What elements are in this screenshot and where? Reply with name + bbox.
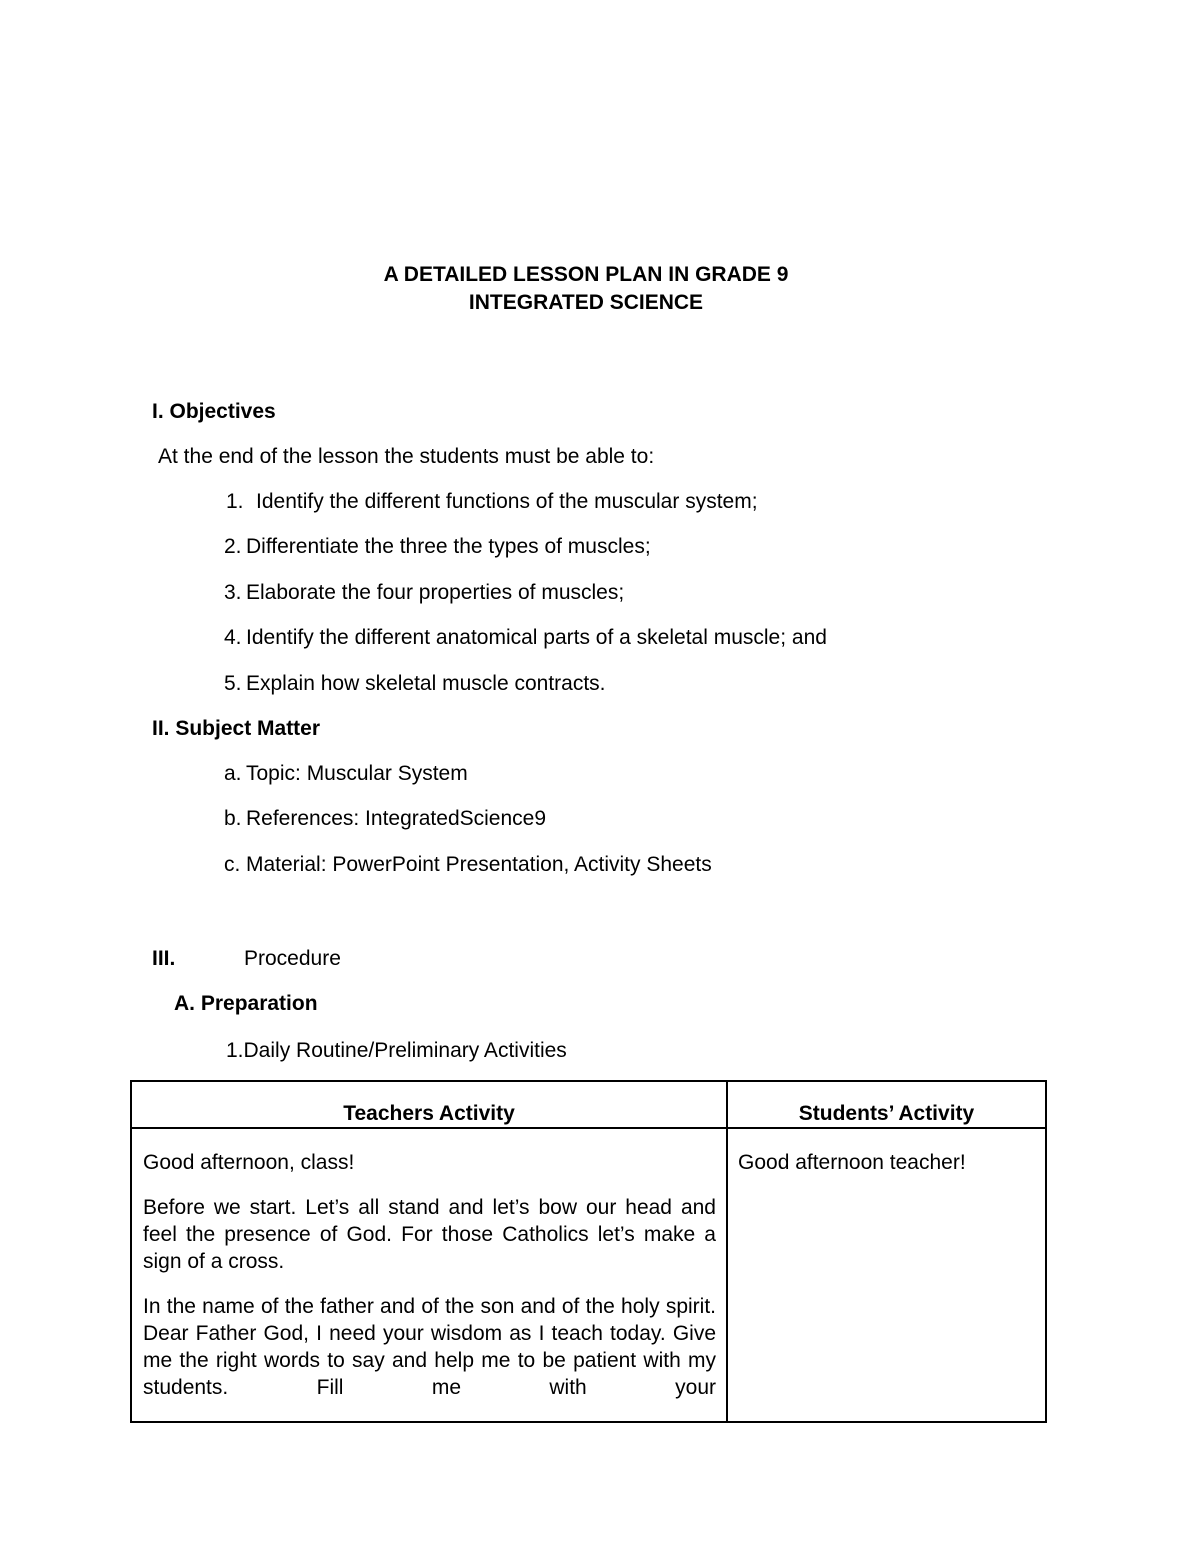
subject-matter-letter: c.: [224, 853, 241, 876]
objective-text: Elaborate the four properties of muscles;: [246, 581, 625, 604]
teachers-activity-header: Teachers Activity: [131, 1081, 727, 1128]
subject-matter-text: References: IntegratedScience9: [246, 807, 547, 830]
objective-item: [224, 535, 651, 559]
student-paragraph: Good afternoon teacher!: [738, 1151, 966, 1174]
objective-text: Identify the different functions of the muscular system;: [256, 490, 758, 513]
students-activity-header: Students’ Activity: [727, 1081, 1046, 1128]
subject-matter-letter: a.: [224, 762, 242, 785]
student-activity-cell: [727, 1128, 1046, 1422]
daily-routine-step: 1.Daily Routine/Preliminary Activities: [226, 1039, 567, 1062]
document-title: A DETAILED LESSON PLAN IN GRADE 9: [383, 263, 789, 286]
subject-matter-item: [224, 853, 712, 877]
procedure-heading: Procedure: [244, 947, 341, 970]
objective-item: [226, 490, 758, 514]
procedure-number: III.: [152, 947, 176, 970]
document-subtitle: INTEGRATED SCIENCE: [468, 291, 704, 314]
objective-item: [224, 626, 827, 650]
subject-matter-text: Material: PowerPoint Presentation, Activity Sheets: [246, 853, 712, 876]
objective-number: 5.: [224, 672, 242, 695]
subject-matter-heading: II. Subject Matter: [152, 717, 321, 740]
subject-matter-letter: b.: [224, 807, 242, 830]
objective-text: Identify the different anatomical parts of a skeletal muscle; and: [246, 626, 827, 649]
teacher-paragraph: In the name of the father and of the son and of the holy spirit. Dear Father God, I need your wisdom as I teach today. Give me the right words to say and help me to be patient with my students. Fill me with your: [143, 1295, 716, 1399]
teacher-paragraph: Good afternoon, class!: [143, 1151, 355, 1174]
activity-table: [130, 1080, 1047, 1423]
objective-number: 1.: [226, 490, 244, 513]
objective-number: 4.: [224, 626, 242, 649]
objective-text: Differentiate the three the types of muscles;: [246, 535, 651, 558]
table-header-row: [131, 1081, 1046, 1128]
teacher-activity-cell: [131, 1128, 727, 1422]
objectives-heading: I. Objectives: [152, 400, 276, 423]
objective-number: 3.: [224, 581, 242, 604]
teacher-paragraph: Before we start. Let’s all stand and let’s bow our head and feel the presence of God. For those Catholics let’s make a sign of a cross.: [143, 1196, 716, 1273]
objectives-intro: At the end of the lesson the students must be able to:: [158, 445, 655, 468]
objective-number: 2.: [224, 535, 242, 558]
table-row: [131, 1128, 1046, 1422]
subject-matter-item: [224, 807, 546, 831]
subject-matter-text: Topic: Muscular System: [246, 762, 468, 785]
preparation-heading: A. Preparation: [174, 992, 318, 1015]
objective-text: Explain how skeletal muscle contracts.: [246, 672, 606, 695]
objective-item: [224, 672, 606, 696]
objective-item: [224, 581, 624, 605]
subject-matter-item: [224, 762, 468, 786]
